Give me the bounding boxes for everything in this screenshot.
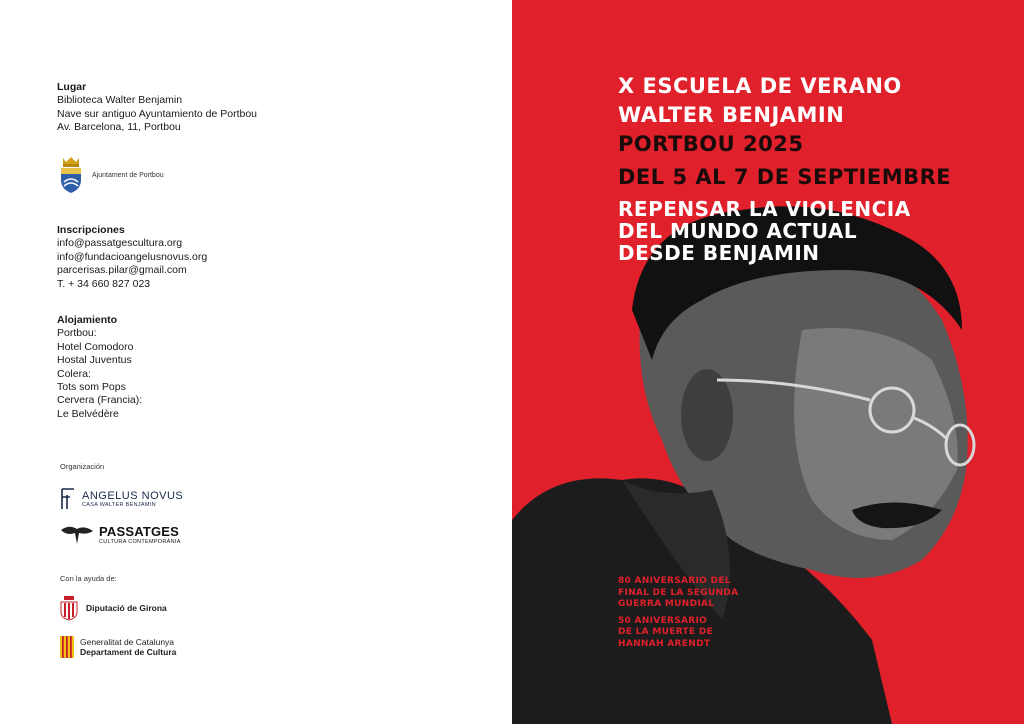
lodging-line: Hostal Juventus: [57, 354, 132, 367]
generalitat-line1: Generalitat de Catalunya: [80, 636, 175, 647]
venue-heading: Lugar: [57, 81, 87, 93]
girona-text: Diputació de Girona: [86, 603, 167, 613]
cover-theme-line1: REPENSAR LA VIOLENCIA: [618, 197, 911, 221]
passatges-tree-icon: [57, 522, 97, 546]
portbou-logo-text: Ajuntament de Portbou: [92, 171, 164, 179]
support-label: Con la ayuda de:: [60, 574, 117, 583]
lodging-line: Tots som Pops: [57, 381, 126, 394]
venue-line: Nave sur antiguo Ayuntamiento de Portbou: [57, 107, 258, 120]
registration-line: info@fundacioangelusnovus.org: [57, 250, 208, 263]
cover-title-line2: WALTER BENJAMIN: [618, 103, 845, 127]
girona-crest-icon: [60, 595, 78, 621]
angelus-title: ANGELUS NOVUS: [82, 490, 184, 502]
registration-block: [57, 224, 207, 291]
passatges-subtitle: CULTURA CONTEMPORÀNIA: [99, 538, 181, 545]
cover-theme-line3: DESDE BENJAMIN: [618, 241, 820, 265]
generalitat-line2: Departament de Cultura: [80, 647, 177, 657]
cover-title-line1: X ESCUELA DE VERANO: [618, 74, 902, 98]
cover-title-line3: PORTBOU 2025: [618, 132, 804, 156]
anniversary-line: 50 ANIVERSARIO: [618, 615, 708, 626]
lodging-line: Le Belvédère: [57, 407, 119, 420]
anniversary-line: 80 ANIVERSARIO DEL: [618, 576, 731, 586]
anniversary-notes: [618, 576, 738, 650]
venue-block: [57, 81, 257, 135]
angelus-novus-logo: [60, 487, 183, 511]
portbou-crest-icon: [58, 156, 84, 194]
lodging-line: Portbou:: [57, 327, 97, 340]
registration-line: parcerisas.pilar@gmail.com: [57, 264, 187, 277]
passatges-title: PASSATGES: [99, 523, 180, 539]
anniversary-line: DE LA MUERTE DE: [618, 627, 714, 637]
lodging-line: Colera:: [57, 367, 91, 380]
lodging-heading: Alojamiento: [57, 314, 118, 326]
registration-line: info@passatgescultura.org: [57, 237, 183, 250]
registration-line: T. + 34 660 827 023: [57, 277, 151, 290]
lodging-line: Cervera (Francia):: [57, 394, 143, 407]
passatges-logo: [57, 522, 181, 546]
venue-line: Biblioteca Walter Benjamin: [57, 94, 183, 107]
lodging-block: [57, 314, 142, 421]
portbou-logo: [58, 156, 164, 194]
anniversary-line: FINAL DE LA SEGUNDA: [618, 587, 739, 598]
angelus-wing-icon: [60, 487, 76, 511]
angelus-subtitle: CASA WALTER BENJAMIN: [82, 502, 156, 508]
cover-panel: [512, 0, 1024, 724]
cover-headline: [618, 72, 951, 264]
organizers-label: Organización: [60, 462, 105, 471]
generalitat-logo: [60, 636, 176, 658]
venue-line: Av. Barcelona, 11, Portbou: [57, 121, 181, 134]
anniversary-line: HANNAH ARENDT: [618, 638, 711, 649]
girona-logo: [60, 595, 167, 621]
anniversary-line: GUERRA MUNDIAL: [618, 599, 715, 609]
cover-theme-line2: DEL MUNDO ACTUAL: [618, 219, 858, 243]
cover-dates: DEL 5 AL 7 DE SEPTIEMBRE: [618, 165, 952, 189]
generalitat-flag-icon: [60, 636, 74, 658]
registration-heading: Inscripciones: [57, 224, 125, 236]
lodging-line: Hotel Comodoro: [57, 340, 134, 353]
